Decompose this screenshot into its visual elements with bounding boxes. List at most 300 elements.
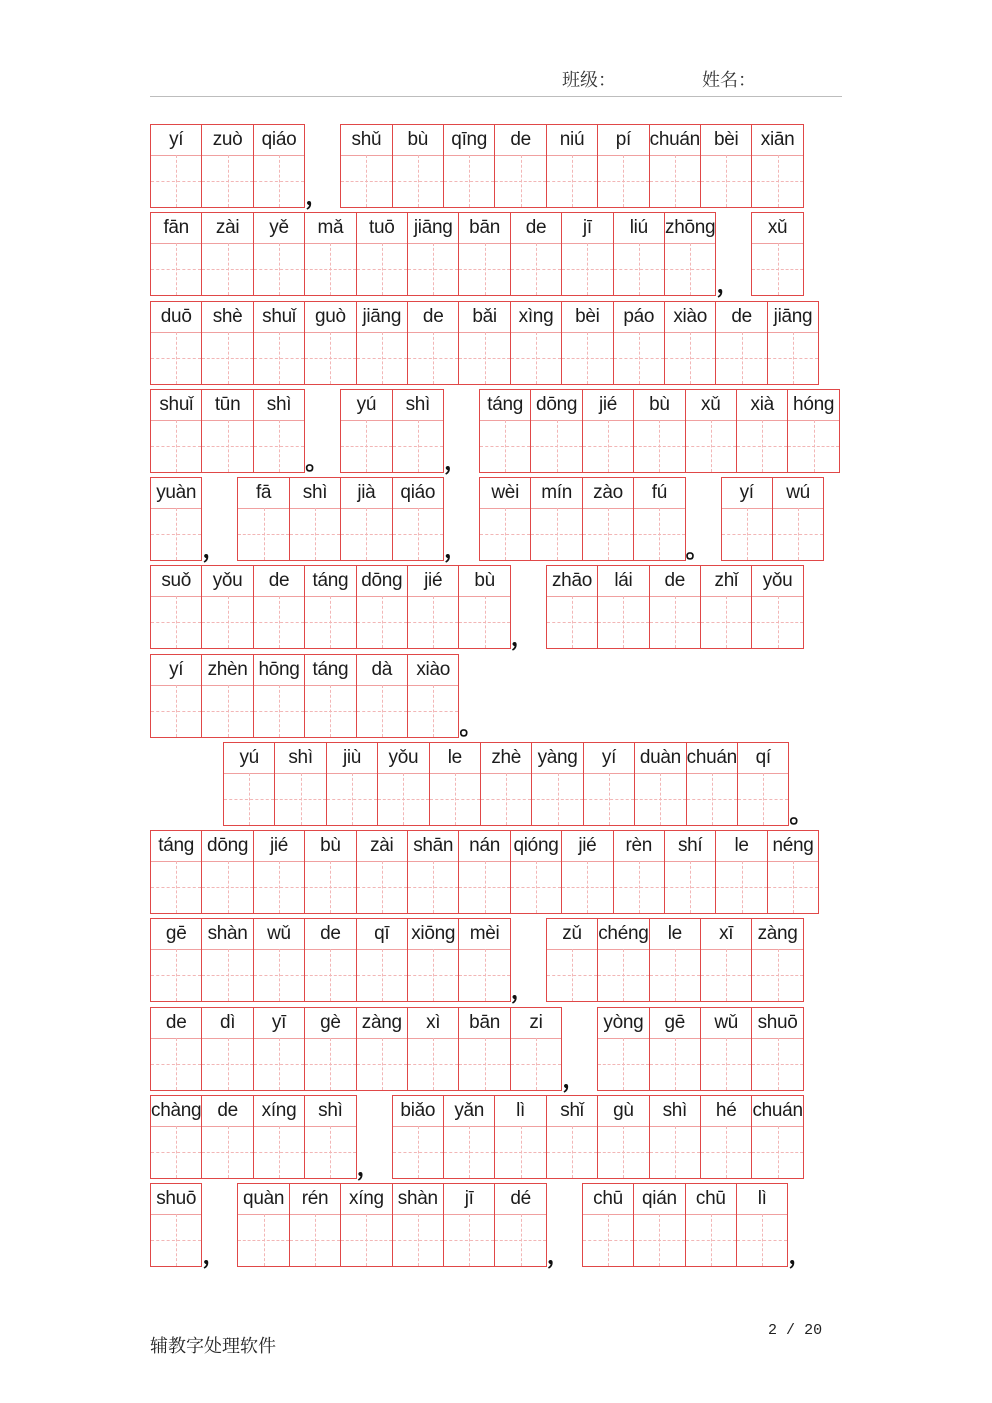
pinyin-syllable: de	[731, 305, 752, 327]
writing-cell	[356, 301, 408, 385]
pinyin-box	[341, 478, 391, 509]
cell-guide-horizontal	[614, 269, 664, 270]
cell-guide-horizontal	[238, 1240, 288, 1241]
cell-guide-horizontal	[511, 887, 561, 888]
pinyin-syllable: shàn	[207, 923, 248, 945]
writing-cell	[392, 389, 444, 473]
cell-guide-horizontal	[737, 1240, 787, 1241]
pinyin-box	[583, 1184, 633, 1215]
pinyin-syllable: rèn	[625, 835, 653, 856]
pinyin-box	[393, 1184, 443, 1215]
pinyin-box	[305, 1008, 355, 1039]
cell-guide-horizontal	[650, 1064, 700, 1065]
pinyin-syllable: xià	[750, 393, 774, 415]
pinyin-box	[598, 1096, 648, 1127]
cell-guide-horizontal	[562, 887, 612, 888]
pinyin-syllable: wèi	[491, 482, 519, 503]
pinyin-box	[722, 478, 772, 509]
pinyin-syllable: jiāng	[362, 305, 402, 327]
pinyin-syllable: chū	[695, 1188, 726, 1209]
cell-guide-horizontal	[202, 181, 252, 182]
pinyin-syllable: shǐ	[560, 1099, 584, 1121]
writing-cell	[201, 301, 253, 385]
punctuation-mark: ，	[562, 1063, 587, 1093]
pinyin-syllable: dōng	[361, 570, 403, 592]
cell-guide-horizontal	[686, 446, 736, 447]
cell-guide-horizontal	[357, 358, 407, 359]
pinyin-syllable: fú	[651, 482, 667, 503]
pinyin-syllable: xìng	[518, 305, 554, 327]
pinyin-box	[768, 302, 818, 333]
pinyin-syllable: zhè	[491, 746, 522, 768]
pinyin-box	[547, 919, 597, 950]
punctuation-mark: ，	[444, 445, 468, 475]
pinyin-syllable: de	[320, 923, 341, 945]
writing-cell	[253, 1095, 305, 1179]
pinyin-box	[254, 213, 304, 244]
writing-cell	[237, 1183, 289, 1267]
pinyin-syllable: zǔ	[562, 923, 582, 945]
pinyin-box	[583, 478, 633, 509]
cell-guide-horizontal	[290, 534, 340, 535]
cell-guide-horizontal	[598, 1064, 648, 1065]
writing-cell	[736, 389, 788, 473]
cell-guide-horizontal	[752, 269, 802, 270]
pinyin-box	[752, 213, 802, 244]
pinyin-syllable: táng	[158, 835, 195, 856]
cell-guide-horizontal	[254, 1152, 304, 1153]
cell-guide-horizontal	[495, 181, 545, 182]
writing-cell	[356, 654, 408, 738]
pinyin-syllable: bù	[320, 835, 341, 856]
pinyin-syllable: shè	[212, 305, 243, 327]
writing-cell	[201, 654, 253, 738]
writing-cell	[392, 477, 444, 561]
pinyin-box	[393, 390, 443, 421]
pinyin-box	[788, 390, 838, 421]
writing-cell	[582, 1183, 634, 1267]
pinyin-box	[254, 831, 304, 862]
writing-cell	[407, 830, 459, 914]
punctuation-mark: 。	[685, 534, 710, 563]
pinyin-box	[459, 302, 509, 333]
page-separator: /	[786, 1322, 796, 1339]
cell-guide-horizontal	[634, 446, 684, 447]
pinyin-box	[202, 919, 252, 950]
writing-cell	[253, 830, 305, 914]
pinyin-syllable: yě	[269, 217, 289, 239]
pinyin-box	[305, 1096, 355, 1127]
pinyin-syllable: yú	[356, 393, 377, 415]
cell-guide-horizontal	[650, 181, 700, 182]
pinyin-syllable: wǔ	[714, 1011, 739, 1033]
pinyin-syllable: bǎi	[472, 305, 497, 327]
pinyin-box	[598, 919, 648, 950]
writing-cell	[649, 918, 701, 1002]
writing-cell	[407, 212, 459, 296]
writing-cell	[201, 830, 253, 914]
punctuation-mark: ，	[305, 181, 330, 210]
cell-guide-horizontal	[480, 534, 530, 535]
cell-guide-horizontal	[238, 534, 288, 535]
cell-guide-horizontal	[665, 269, 715, 270]
writing-cell	[201, 212, 253, 296]
writing-cell	[700, 1095, 752, 1179]
cell-guide-horizontal	[686, 1240, 736, 1241]
punctuation-mark: ，	[716, 269, 741, 299]
cell-guide-horizontal	[459, 622, 509, 623]
writing-cell	[633, 1183, 685, 1267]
pinyin-box	[634, 478, 684, 509]
cell-guide-horizontal	[531, 446, 581, 447]
writing-cell	[443, 1095, 495, 1179]
pinyin-box	[687, 743, 737, 774]
writing-cell	[253, 124, 305, 208]
cell-guide-horizontal	[151, 534, 201, 535]
name-label: 姓名：	[702, 70, 756, 91]
pinyin-box	[408, 302, 458, 333]
pinyin-syllable: shì	[302, 482, 328, 503]
pinyin-box	[408, 831, 458, 862]
cell-guide-horizontal	[547, 181, 597, 182]
pinyin-syllable: zi	[529, 1011, 543, 1033]
cell-guide-horizontal	[598, 181, 648, 182]
cell-guide-horizontal	[151, 711, 201, 712]
cell-guide-horizontal	[511, 358, 561, 359]
cell-guide-horizontal	[547, 975, 597, 976]
pinyin-box	[547, 1096, 597, 1127]
writing-cell	[458, 1007, 510, 1091]
cell-guide-horizontal	[393, 1152, 443, 1153]
pinyin-box	[408, 655, 458, 686]
writing-cell	[150, 830, 202, 914]
punctuation-mark: 。	[459, 710, 484, 740]
writing-cell	[150, 1095, 202, 1179]
pinyin-box	[650, 919, 700, 950]
footer-software: 辅教字处理软件	[150, 1336, 276, 1357]
pinyin-syllable: de	[217, 1099, 238, 1121]
writing-cell	[510, 1007, 562, 1091]
writing-cell	[494, 124, 546, 208]
pinyin-box	[614, 302, 664, 333]
pinyin-syllable: de	[525, 217, 547, 239]
pinyin-box	[151, 655, 201, 686]
writing-cell	[613, 212, 665, 296]
writing-cell	[582, 389, 634, 473]
pinyin-box	[444, 125, 494, 156]
pinyin-syllable: liú	[629, 217, 648, 239]
writing-cell	[458, 918, 510, 1002]
cell-guide-horizontal	[327, 799, 377, 800]
pinyin-syllable: gè	[320, 1011, 341, 1033]
pinyin-box	[562, 302, 612, 333]
pinyin-box	[716, 831, 766, 862]
cell-guide-horizontal	[202, 1152, 252, 1153]
pinyin-box	[341, 125, 391, 156]
pinyin-syllable: hé	[715, 1099, 737, 1121]
writing-cell	[356, 212, 408, 296]
cell-guide-horizontal	[408, 887, 458, 888]
cell-guide-horizontal	[305, 269, 355, 270]
cell-guide-horizontal	[701, 1064, 751, 1065]
pinyin-box	[238, 1184, 288, 1215]
writing-cell	[546, 124, 598, 208]
cell-guide-horizontal	[701, 1152, 751, 1153]
cell-guide-horizontal	[357, 1064, 407, 1065]
writing-cell	[737, 742, 789, 826]
punctuation-mark: ，	[202, 1240, 227, 1269]
pinyin-box	[408, 566, 458, 597]
pinyin-syllable: de	[510, 129, 531, 150]
pinyin-syllable: gù	[613, 1099, 634, 1121]
writing-cell	[392, 1095, 444, 1179]
pinyin-box	[151, 1096, 201, 1127]
cell-guide-horizontal	[614, 358, 664, 359]
writing-cell	[253, 565, 305, 649]
pinyin-syllable: de	[268, 570, 290, 592]
pinyin-box	[151, 1008, 201, 1039]
writing-cell	[715, 301, 767, 385]
pinyin-syllable: páo	[623, 305, 655, 327]
writing-cell	[649, 124, 701, 208]
cell-guide-horizontal	[254, 446, 304, 447]
pinyin-box	[202, 302, 252, 333]
pinyin-box	[547, 125, 597, 156]
cell-guide-horizontal	[459, 887, 509, 888]
cell-guide-horizontal	[511, 269, 561, 270]
cell-guide-horizontal	[738, 799, 788, 800]
pinyin-box	[151, 302, 201, 333]
pinyin-syllable: jī	[582, 217, 592, 239]
cell-guide-horizontal	[305, 1064, 355, 1065]
page-number	[768, 1322, 822, 1339]
pinyin-syllable: bān	[469, 217, 500, 239]
pinyin-box	[254, 390, 304, 421]
cell-guide-horizontal	[614, 887, 664, 888]
cell-guide-horizontal	[408, 269, 458, 270]
pinyin-syllable: yí	[739, 482, 754, 503]
pinyin-box	[584, 743, 634, 774]
pinyin-box	[254, 566, 304, 597]
pinyin-box	[752, 125, 802, 156]
pinyin-box	[305, 919, 355, 950]
pinyin-box	[408, 1008, 458, 1039]
pinyin-syllable: yǎn	[454, 1099, 485, 1121]
pinyin-box	[444, 1184, 494, 1215]
writing-cell	[274, 742, 326, 826]
cell-guide-horizontal	[752, 622, 802, 623]
pinyin-syllable: gē	[664, 1011, 686, 1033]
pinyin-syllable: shì	[318, 1099, 343, 1121]
pinyin-syllable: qiáo	[261, 129, 297, 150]
pinyin-syllable: yī	[271, 1011, 287, 1033]
pinyin-box	[547, 566, 597, 597]
pinyin-syllable: xiào	[673, 305, 708, 327]
pinyin-syllable: yuàn	[156, 482, 197, 503]
writing-cell	[700, 918, 752, 1002]
pinyin-syllable: jié	[269, 835, 289, 856]
pinyin-box	[480, 478, 530, 509]
pinyin-syllable: guò	[314, 305, 346, 327]
writing-cell	[407, 654, 459, 738]
cell-guide-horizontal	[562, 358, 612, 359]
pinyin-syllable: táng	[312, 658, 349, 680]
pinyin-box	[701, 566, 751, 597]
writing-cell	[326, 742, 378, 826]
writing-cell	[613, 830, 665, 914]
pinyin-box	[665, 831, 715, 862]
pinyin-box	[357, 919, 407, 950]
cell-guide-horizontal	[650, 975, 700, 976]
writing-cell	[304, 301, 356, 385]
pinyin-box	[598, 566, 648, 597]
pinyin-box	[254, 302, 304, 333]
pinyin-box	[614, 831, 664, 862]
cell-guide-horizontal	[341, 1240, 391, 1241]
pinyin-syllable: niú	[559, 129, 585, 150]
cell-guide-horizontal	[584, 799, 634, 800]
writing-cell	[304, 830, 356, 914]
cell-guide-horizontal	[701, 975, 751, 976]
pinyin-syllable: rén	[301, 1188, 329, 1209]
cell-guide-horizontal	[532, 799, 582, 800]
cell-guide-horizontal	[341, 446, 391, 447]
pinyin-syllable: le	[667, 923, 682, 945]
cell-guide-horizontal	[202, 269, 252, 270]
pinyin-box	[254, 125, 304, 156]
pinyin-box	[598, 1008, 648, 1039]
pinyin-box	[224, 743, 274, 774]
writing-cell	[340, 1183, 392, 1267]
writing-cell	[407, 1007, 459, 1091]
cell-guide-horizontal	[202, 446, 252, 447]
writing-cell	[494, 1095, 546, 1179]
pinyin-syllable: jiāng	[773, 305, 813, 327]
cell-guide-horizontal	[254, 269, 304, 270]
pinyin-syllable: zài	[370, 835, 394, 856]
writing-cell	[304, 212, 356, 296]
page-total: 20	[804, 1322, 823, 1339]
writing-cell	[531, 742, 583, 826]
pinyin-syllable: dé	[510, 1188, 531, 1209]
pinyin-box	[357, 655, 407, 686]
pinyin-syllable: qiáo	[400, 482, 436, 503]
writing-cell	[649, 1007, 701, 1091]
writing-cell	[510, 301, 562, 385]
pinyin-syllable: lì	[516, 1099, 526, 1121]
pinyin-syllable: yǒu	[388, 746, 419, 768]
pinyin-syllable: fān	[163, 217, 189, 239]
cell-guide-horizontal	[788, 446, 838, 447]
pinyin-box	[305, 213, 355, 244]
pinyin-box	[393, 125, 443, 156]
writing-cell	[201, 565, 253, 649]
cell-guide-horizontal	[547, 1152, 597, 1153]
cell-guide-horizontal	[341, 181, 391, 182]
cell-guide-horizontal	[634, 534, 684, 535]
pinyin-syllable: néng	[772, 835, 814, 856]
pinyin-syllable: zàng	[757, 923, 798, 945]
pinyin-syllable: lì	[757, 1188, 767, 1209]
pinyin-box	[151, 125, 201, 156]
writing-cell	[253, 1007, 305, 1091]
pinyin-syllable: jié	[424, 570, 443, 592]
pinyin-syllable: fā	[255, 482, 272, 503]
pinyin-box	[511, 213, 561, 244]
punctuation-mark: 。	[789, 798, 814, 828]
cell-guide-horizontal	[393, 1240, 443, 1241]
pinyin-box	[562, 213, 612, 244]
cell-guide-horizontal	[583, 1240, 633, 1241]
pinyin-syllable: duō	[160, 305, 192, 327]
pinyin-box	[532, 743, 582, 774]
pinyin-box	[444, 1096, 494, 1127]
pinyin-syllable: mǎ	[317, 217, 344, 239]
cell-guide-horizontal	[562, 269, 612, 270]
pinyin-box	[511, 1008, 561, 1039]
pinyin-box	[254, 919, 304, 950]
writing-cell	[201, 1007, 253, 1091]
cell-guide-horizontal	[151, 622, 201, 623]
pinyin-box	[665, 302, 715, 333]
pinyin-box	[634, 390, 684, 421]
pinyin-syllable: chū	[593, 1188, 623, 1209]
cell-guide-horizontal	[716, 358, 766, 359]
cell-guide-horizontal	[290, 1240, 340, 1241]
cell-guide-horizontal	[650, 622, 700, 623]
cell-guide-horizontal	[430, 799, 480, 800]
writing-cell	[546, 918, 598, 1002]
pinyin-syllable: xíng	[261, 1099, 297, 1121]
pinyin-syllable: bù	[474, 570, 495, 592]
pinyin-box	[202, 125, 252, 156]
writing-cell	[340, 389, 392, 473]
pinyin-box	[686, 390, 736, 421]
pinyin-box	[531, 478, 581, 509]
pinyin-box	[752, 566, 802, 597]
writing-cell	[767, 830, 819, 914]
writing-cell	[613, 301, 665, 385]
writing-cell	[407, 301, 459, 385]
writing-cell	[304, 1095, 356, 1179]
pinyin-box	[650, 1096, 700, 1127]
pinyin-syllable: suǒ	[161, 570, 192, 592]
writing-cell	[583, 742, 635, 826]
pinyin-box	[665, 213, 715, 244]
pinyin-syllable: xǔ	[701, 393, 721, 415]
writing-cell	[751, 124, 803, 208]
writing-cell	[253, 389, 305, 473]
pinyin-box	[275, 743, 325, 774]
cell-guide-horizontal	[598, 975, 648, 976]
pinyin-box	[531, 390, 581, 421]
cell-guide-horizontal	[151, 887, 201, 888]
pinyin-syllable: bèi	[713, 129, 739, 150]
writing-cell	[304, 565, 356, 649]
cell-guide-horizontal	[687, 799, 737, 800]
writing-cell	[561, 301, 613, 385]
pinyin-syllable: dà	[371, 658, 393, 680]
pinyin-syllable: qián	[642, 1188, 677, 1209]
cell-guide-horizontal	[224, 799, 274, 800]
writing-cell	[685, 1183, 737, 1267]
cell-guide-horizontal	[583, 534, 633, 535]
cell-guide-horizontal	[151, 269, 201, 270]
cell-guide-horizontal	[357, 975, 407, 976]
pinyin-box	[202, 655, 252, 686]
writing-cell	[480, 742, 532, 826]
writing-cell	[787, 389, 839, 473]
